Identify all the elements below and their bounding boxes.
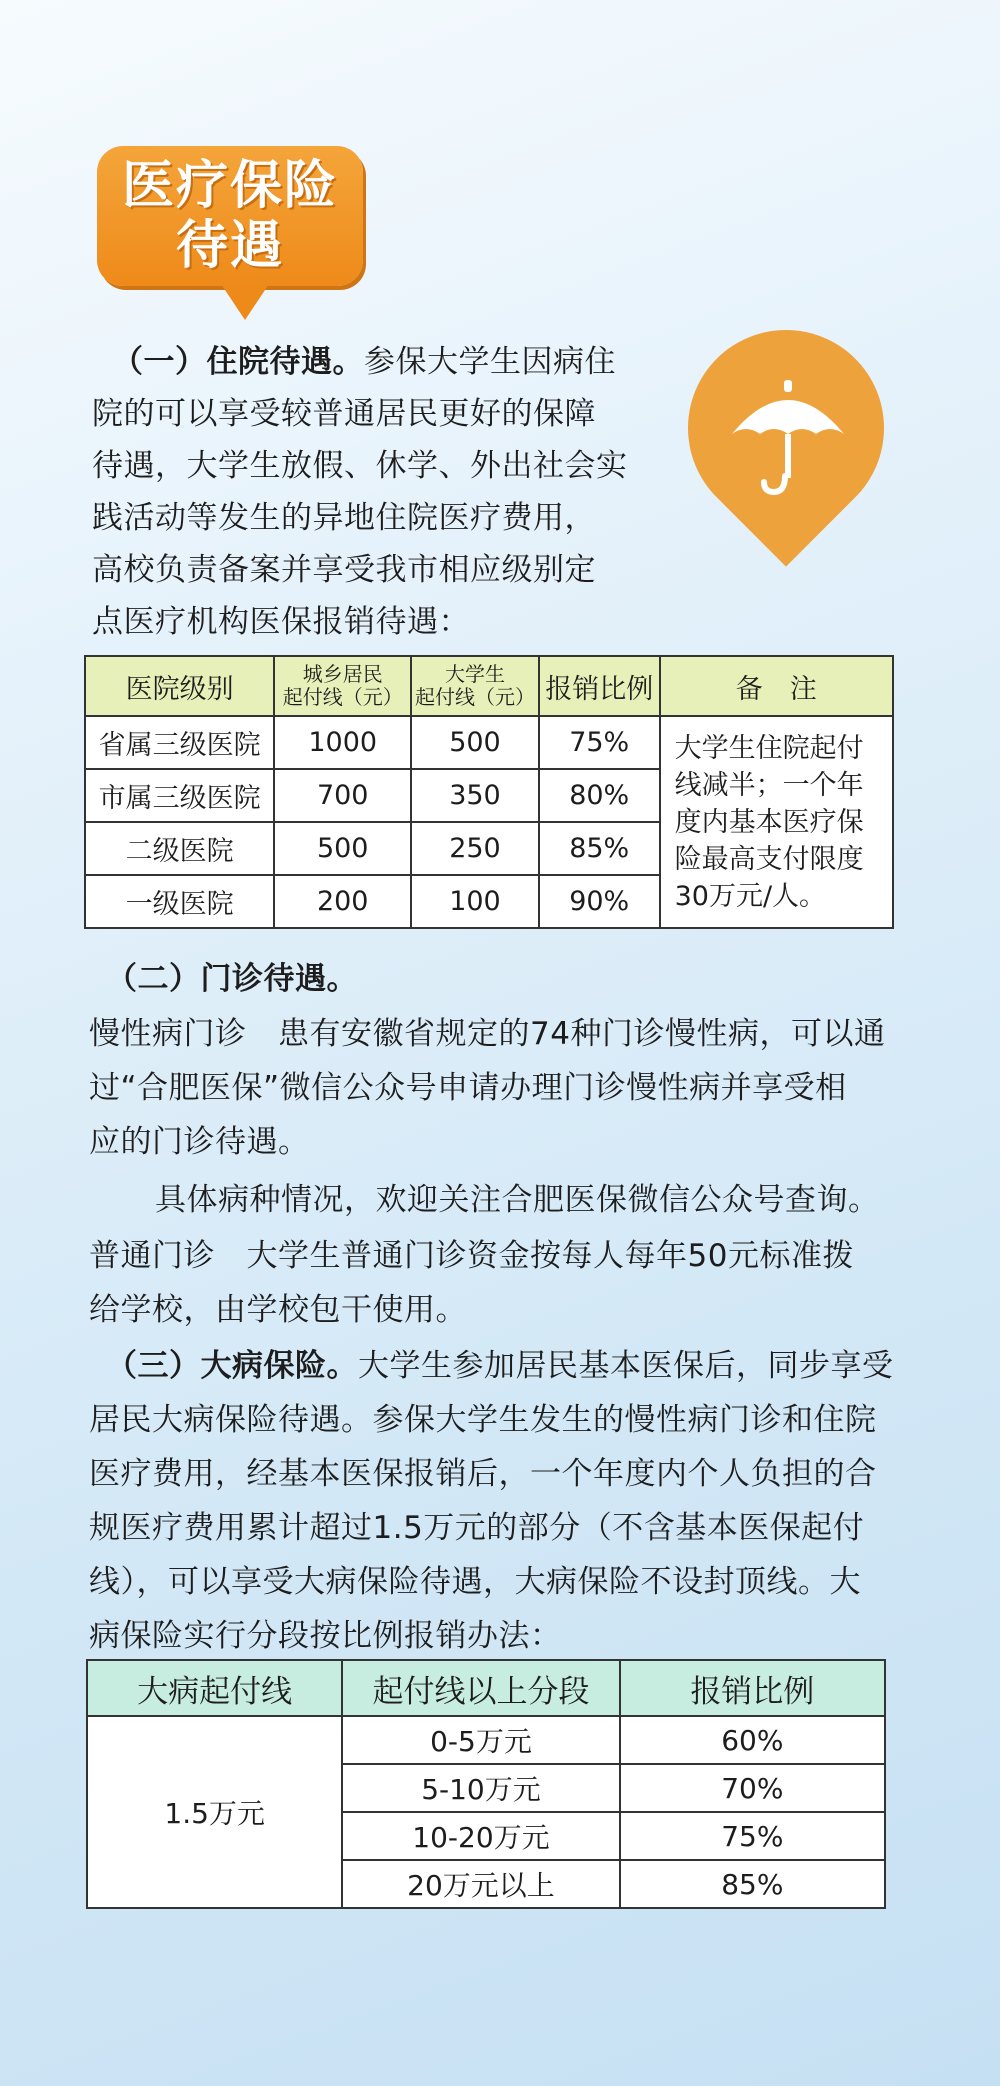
title-line-2: 待遇: [175, 216, 284, 276]
header-student-line-1: 大学生: [444, 662, 505, 686]
cell-level: 市属三级医院: [85, 769, 274, 822]
section1-line-2: 院的可以享受较普通居民更好的保障: [92, 396, 596, 432]
cell-segment: 0-5万元: [342, 1716, 619, 1764]
cell-segment: 10-20万元: [342, 1812, 619, 1860]
header-resident-line-1: 城乡居民: [302, 662, 383, 686]
cell-student: 100: [411, 875, 539, 928]
cell-ratio: 85%: [539, 822, 660, 875]
cell-segment: 5-10万元: [342, 1764, 619, 1812]
cell-ratio: 85%: [620, 1860, 885, 1908]
section3-line-6: 病保险实行分段按比例报销办法：: [89, 1618, 562, 1654]
header-resident: [274, 656, 411, 716]
cell-resident: 700: [274, 769, 411, 822]
section1-line-4: 践活动等发生的异地住院医疗费用，: [92, 500, 596, 536]
section3-line-2: 居民大病保险待遇。参保大学生发生的慢性病门诊和住院: [89, 1402, 877, 1438]
cell-ratio: 60%: [620, 1716, 885, 1764]
cell-level: 二级医院: [85, 822, 274, 875]
section3-heading: （三）大病保险。: [106, 1348, 358, 1384]
section1-line-6: 点医疗机构医保报销待遇：: [92, 604, 470, 640]
cell-resident: 1000: [274, 716, 411, 769]
umbrella-icon: [724, 372, 852, 500]
header-note: 备 注: [660, 656, 893, 716]
title-line-1: 医疗保险: [121, 156, 338, 216]
table-row: [87, 1716, 885, 1764]
hospital-reimbursement-table: [84, 655, 894, 929]
serious-illness-table: [86, 1659, 886, 1909]
cell-student: 350: [411, 769, 539, 822]
section3-line-5: 线），可以享受大病保险待遇，大病保险不设封顶线。大: [89, 1564, 861, 1600]
section1-text-1: 参保大学生因病住: [364, 344, 616, 380]
table-header-row: [87, 1660, 885, 1716]
chronic-line-1: 慢性病门诊 患有安徽省规定的74种门诊慢性病，可以通: [89, 1016, 886, 1052]
header-segment: 起付线以上分段: [342, 1660, 619, 1716]
title-badge: [97, 146, 363, 286]
section3-line-4: 规医疗费用累计超过1.5万元的部分（不含基本医保起付: [89, 1510, 865, 1546]
cell-note: [660, 716, 893, 928]
section2-heading: （二）门诊待遇。: [106, 961, 358, 997]
cell-student: 250: [411, 822, 539, 875]
header-ratio: 报销比例: [539, 656, 660, 716]
cell-level: 省属三级医院: [85, 716, 274, 769]
cell-ratio: 80%: [539, 769, 660, 822]
header-level: 医院级别: [85, 656, 274, 716]
cell-resident: 200: [274, 875, 411, 928]
note-line: 30万元/人。: [674, 880, 827, 912]
chronic-line-2: 过“合肥医保”微信公众号申请办理门诊慢性病并享受相: [89, 1070, 847, 1106]
general-line-1: 普通门诊 大学生普通门诊资金按每人每年50元标准拨: [89, 1238, 854, 1274]
header-student: [411, 656, 539, 716]
table-header-row: [85, 656, 893, 716]
cell-ratio: 75%: [620, 1812, 885, 1860]
note-line: 险最高支付限度: [674, 843, 864, 875]
cell-resident: 500: [274, 822, 411, 875]
note-line: 线减半；一个年: [674, 769, 864, 801]
cell-ratio: 75%: [539, 716, 660, 769]
section3-line-3: 医疗费用，经基本医保报销后，一个年度内个人负担的合: [89, 1456, 877, 1492]
section1-line-5: 高校负责备案并享受我市相应级别定: [92, 552, 596, 588]
cell-student: 500: [411, 716, 539, 769]
cell-ratio: 90%: [539, 875, 660, 928]
section1-line-1: [112, 336, 616, 388]
table-row: [85, 716, 893, 769]
header-student-line-2: 起付线（元）: [414, 685, 535, 709]
general-line-2: 给学校，由学校包干使用。: [89, 1292, 467, 1328]
note-line: 大学生住院起付: [674, 732, 864, 764]
cell-segment: 20万元以上: [342, 1860, 619, 1908]
cell-level: 一级医院: [85, 875, 274, 928]
header-ratio: 报销比例: [620, 1660, 885, 1716]
section3-line-1: [106, 1340, 894, 1392]
note-line: 度内基本医疗保: [674, 806, 864, 838]
section1-heading: （一）住院待遇。: [112, 344, 364, 380]
section1-line-3: 待遇，大学生放假、休学、外出社会实: [92, 448, 628, 484]
header-threshold: 大病起付线: [87, 1660, 342, 1716]
chronic-line-3: 应的门诊待遇。: [89, 1124, 310, 1160]
section3-text-1: 大学生参加居民基本医保后，同步享受: [358, 1348, 894, 1384]
detail-line: 具体病种情况，欢迎关注合肥医保微信公众号查询。: [155, 1182, 880, 1218]
cell-ratio: 70%: [620, 1764, 885, 1812]
cell-threshold: 1.5万元: [87, 1716, 342, 1908]
header-resident-line-2: 起付线（元）: [282, 685, 403, 709]
